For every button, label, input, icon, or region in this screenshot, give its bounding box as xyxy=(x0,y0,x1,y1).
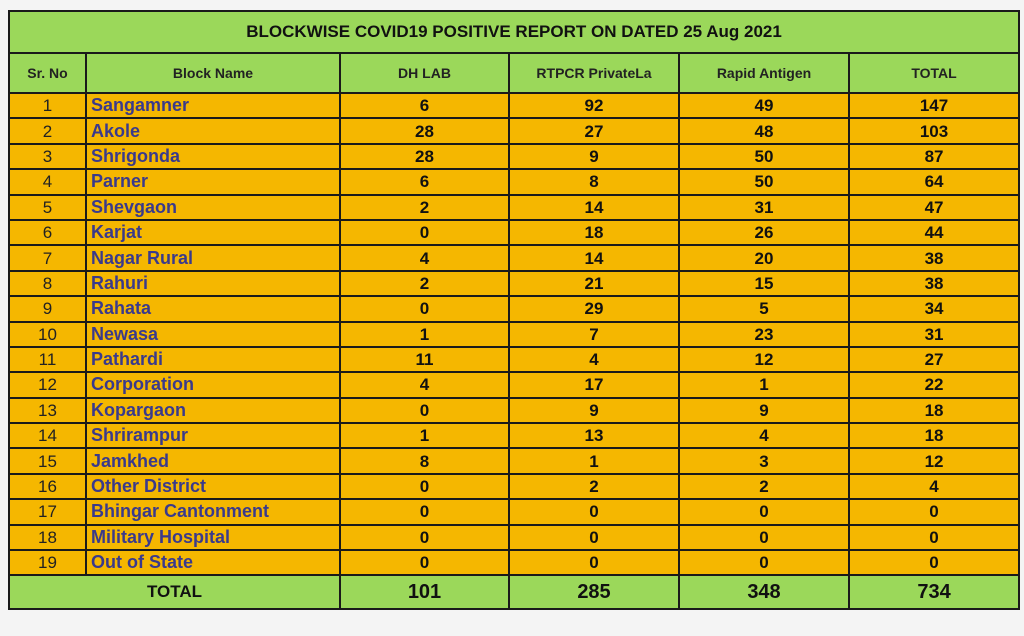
sr-no-cell: 3 xyxy=(9,144,86,169)
sr-no-cell: 4 xyxy=(9,169,86,194)
col-rtpcr-header: RTPCR PrivateLa xyxy=(509,53,679,93)
rapid-antigen-cell: 50 xyxy=(679,144,849,169)
rapid-antigen-cell: 48 xyxy=(679,118,849,143)
block-name-cell: Rahuri xyxy=(86,271,340,296)
rtpcr-cell: 9 xyxy=(509,398,679,423)
total-cell: 47 xyxy=(849,195,1019,220)
table-row xyxy=(9,195,1019,220)
table-row xyxy=(9,423,1019,448)
dh-lab-cell: 11 xyxy=(340,347,509,372)
rtpcr-cell: 14 xyxy=(509,195,679,220)
dh-lab-cell: 4 xyxy=(340,245,509,270)
table-row xyxy=(9,245,1019,270)
dh-lab-cell: 6 xyxy=(340,169,509,194)
table-row xyxy=(9,169,1019,194)
block-name-cell: Corporation xyxy=(86,372,340,397)
total-cell: 0 xyxy=(849,550,1019,575)
total-cell: 27 xyxy=(849,347,1019,372)
table-row xyxy=(9,525,1019,550)
block-name-cell: Shrigonda xyxy=(86,144,340,169)
sr-no-cell: 14 xyxy=(9,423,86,448)
block-name-cell: Parner xyxy=(86,169,340,194)
total-cell: 0 xyxy=(849,499,1019,524)
rapid-antigen-cell: 4 xyxy=(679,423,849,448)
block-name-cell: Bhingar Cantonment xyxy=(86,499,340,524)
block-name-cell: Newasa xyxy=(86,322,340,347)
table-row xyxy=(9,448,1019,473)
total-row xyxy=(9,575,1019,609)
sr-no-cell: 7 xyxy=(9,245,86,270)
table-row xyxy=(9,372,1019,397)
dh-lab-cell: 0 xyxy=(340,550,509,575)
total-cell: 31 xyxy=(849,322,1019,347)
rtpcr-cell: 7 xyxy=(509,322,679,347)
rtpcr-cell: 29 xyxy=(509,296,679,321)
sr-no-cell: 1 xyxy=(9,93,86,118)
total-cell: 38 xyxy=(849,245,1019,270)
dh-lab-cell: 2 xyxy=(340,195,509,220)
total-cell: 0 xyxy=(849,525,1019,550)
sr-no-cell: 8 xyxy=(9,271,86,296)
table-row xyxy=(9,398,1019,423)
total-rtpcr: 285 xyxy=(509,575,679,609)
rtpcr-cell: 14 xyxy=(509,245,679,270)
dh-lab-cell: 6 xyxy=(340,93,509,118)
table-row xyxy=(9,144,1019,169)
col-dh-lab-header: DH LAB xyxy=(340,53,509,93)
page-bottom-margin xyxy=(0,612,1024,636)
table-row xyxy=(9,271,1019,296)
rtpcr-cell: 18 xyxy=(509,220,679,245)
total-cell: 44 xyxy=(849,220,1019,245)
rapid-antigen-cell: 9 xyxy=(679,398,849,423)
rtpcr-cell: 27 xyxy=(509,118,679,143)
block-name-cell: Other District xyxy=(86,474,340,499)
sr-no-cell: 12 xyxy=(9,372,86,397)
rtpcr-cell: 92 xyxy=(509,93,679,118)
table-row xyxy=(9,347,1019,372)
total-cell: 22 xyxy=(849,372,1019,397)
total-cell: 147 xyxy=(849,93,1019,118)
total-cell: 87 xyxy=(849,144,1019,169)
rtpcr-cell: 1 xyxy=(509,448,679,473)
rtpcr-cell: 0 xyxy=(509,550,679,575)
rapid-antigen-cell: 3 xyxy=(679,448,849,473)
rtpcr-cell: 4 xyxy=(509,347,679,372)
dh-lab-cell: 28 xyxy=(340,118,509,143)
rapid-antigen-cell: 49 xyxy=(679,93,849,118)
rtpcr-cell: 13 xyxy=(509,423,679,448)
sr-no-cell: 15 xyxy=(9,448,86,473)
col-total-header: TOTAL xyxy=(849,53,1019,93)
rapid-antigen-cell: 0 xyxy=(679,499,849,524)
dh-lab-cell: 0 xyxy=(340,220,509,245)
dh-lab-cell: 4 xyxy=(340,372,509,397)
total-cell: 103 xyxy=(849,118,1019,143)
block-name-cell: Jamkhed xyxy=(86,448,340,473)
total-dh-lab: 101 xyxy=(340,575,509,609)
dh-lab-cell: 2 xyxy=(340,271,509,296)
report-body xyxy=(9,93,1019,575)
total-cell: 38 xyxy=(849,271,1019,296)
covid-report-table xyxy=(8,10,1020,610)
rapid-antigen-cell: 0 xyxy=(679,525,849,550)
block-name-cell: Kopargaon xyxy=(86,398,340,423)
block-name-cell: Military Hospital xyxy=(86,525,340,550)
rapid-antigen-cell: 2 xyxy=(679,474,849,499)
dh-lab-cell: 8 xyxy=(340,448,509,473)
block-name-cell: Karjat xyxy=(86,220,340,245)
rapid-antigen-cell: 12 xyxy=(679,347,849,372)
sr-no-cell: 19 xyxy=(9,550,86,575)
rapid-antigen-cell: 5 xyxy=(679,296,849,321)
rapid-antigen-cell: 20 xyxy=(679,245,849,270)
rapid-antigen-cell: 1 xyxy=(679,372,849,397)
table-row xyxy=(9,474,1019,499)
sr-no-cell: 13 xyxy=(9,398,86,423)
block-name-cell: Akole xyxy=(86,118,340,143)
rtpcr-cell: 0 xyxy=(509,525,679,550)
rtpcr-cell: 21 xyxy=(509,271,679,296)
dh-lab-cell: 0 xyxy=(340,398,509,423)
block-name-cell: Sangamner xyxy=(86,93,340,118)
block-name-cell: Rahata xyxy=(86,296,340,321)
total-cell: 18 xyxy=(849,423,1019,448)
table-row xyxy=(9,499,1019,524)
table-row xyxy=(9,322,1019,347)
rtpcr-cell: 17 xyxy=(509,372,679,397)
sr-no-cell: 5 xyxy=(9,195,86,220)
rapid-antigen-cell: 26 xyxy=(679,220,849,245)
total-cell: 12 xyxy=(849,448,1019,473)
sr-no-cell: 10 xyxy=(9,322,86,347)
rtpcr-cell: 2 xyxy=(509,474,679,499)
sr-no-cell: 18 xyxy=(9,525,86,550)
col-rapid-antigen-header: Rapid Antigen xyxy=(679,53,849,93)
table-row xyxy=(9,220,1019,245)
table-row xyxy=(9,550,1019,575)
dh-lab-cell: 28 xyxy=(340,144,509,169)
dh-lab-cell: 1 xyxy=(340,322,509,347)
total-cell: 34 xyxy=(849,296,1019,321)
table-row xyxy=(9,93,1019,118)
sr-no-cell: 2 xyxy=(9,118,86,143)
total-label: TOTAL xyxy=(9,575,340,609)
rapid-antigen-cell: 15 xyxy=(679,271,849,296)
rapid-antigen-cell: 50 xyxy=(679,169,849,194)
total-cell: 18 xyxy=(849,398,1019,423)
sr-no-cell: 16 xyxy=(9,474,86,499)
block-name-cell: Out of State xyxy=(86,550,340,575)
block-name-cell: Pathardi xyxy=(86,347,340,372)
dh-lab-cell: 0 xyxy=(340,474,509,499)
rtpcr-cell: 8 xyxy=(509,169,679,194)
col-sr-no-header: Sr. No xyxy=(9,53,86,93)
report-title: BLOCKWISE COVID19 POSITIVE REPORT ON DATED 25 Aug 2021 xyxy=(9,11,1019,53)
dh-lab-cell: 0 xyxy=(340,499,509,524)
total-rapid-antigen: 348 xyxy=(679,575,849,609)
col-block-name-header: Block Name xyxy=(86,53,340,93)
sr-no-cell: 11 xyxy=(9,347,86,372)
block-name-cell: Nagar Rural xyxy=(86,245,340,270)
report-sheet xyxy=(8,10,1020,610)
rapid-antigen-cell: 23 xyxy=(679,322,849,347)
table-row xyxy=(9,296,1019,321)
total-cell: 4 xyxy=(849,474,1019,499)
rapid-antigen-cell: 0 xyxy=(679,550,849,575)
dh-lab-cell: 0 xyxy=(340,525,509,550)
sr-no-cell: 9 xyxy=(9,296,86,321)
rtpcr-cell: 9 xyxy=(509,144,679,169)
column-header-row xyxy=(9,53,1019,93)
rapid-antigen-cell: 31 xyxy=(679,195,849,220)
total-cell: 64 xyxy=(849,169,1019,194)
block-name-cell: Shrirampur xyxy=(86,423,340,448)
table-row xyxy=(9,118,1019,143)
dh-lab-cell: 1 xyxy=(340,423,509,448)
sr-no-cell: 17 xyxy=(9,499,86,524)
rtpcr-cell: 0 xyxy=(509,499,679,524)
dh-lab-cell: 0 xyxy=(340,296,509,321)
total-grand: 734 xyxy=(849,575,1019,609)
block-name-cell: Shevgaon xyxy=(86,195,340,220)
sr-no-cell: 6 xyxy=(9,220,86,245)
